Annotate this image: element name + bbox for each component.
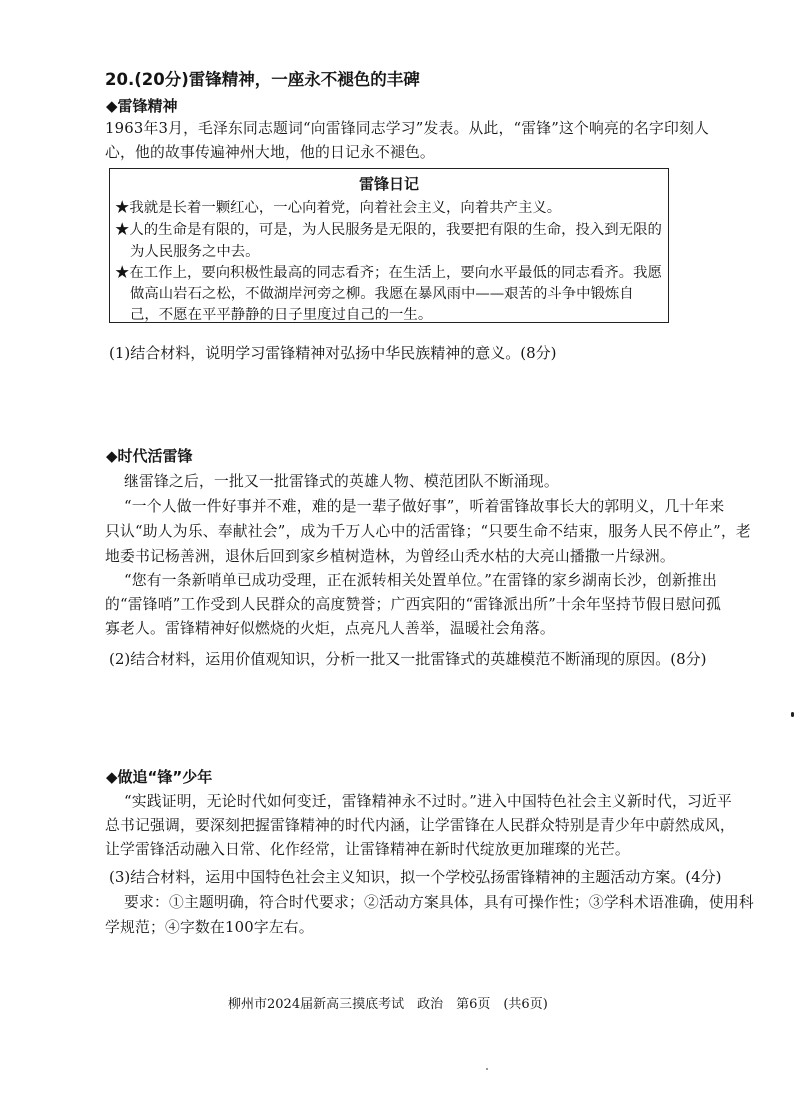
intro-line-2: 心，他的故事传遍神州大地，他的日记永不褪色。 xyxy=(105,144,435,161)
diary-line-1: ★我就是长着一颗红心，一心向着党，向着社会主义，向着共产主义。 xyxy=(115,200,562,216)
section-heading-living-lei-feng: ◆时代活雷锋 xyxy=(106,447,193,465)
section3-line-2: 总书记强调，要深刻把握雷锋精神的时代内涵，让学雷锋在人民群众特别是青少年中蔚然成风， xyxy=(105,817,735,834)
requirements-line-2: 学规范；④字数在100字左右。 xyxy=(105,919,314,936)
section2-line-6: 的“雷锋哨”工作受到人民群众的高度赞誉；广西宾阳的“雷锋派出所”十余年坚持节假日慰问孤 xyxy=(105,596,721,613)
diary-line-2: ★人的生命是有限的，可是，为人民服务是无限的，我要把有限的生命，投入到无限的 xyxy=(115,222,662,238)
question-title: 20.(20分)雷锋精神，一座永不褪色的丰碑 xyxy=(105,70,420,89)
diary-line-4: ★在工作上，要向积极性最高的同志看齐；在生活上，要向水平最低的同志看齐。我愿 xyxy=(115,265,662,281)
section-heading-youth: ◆做追“锋”少年 xyxy=(106,768,213,786)
diary-box xyxy=(109,168,669,323)
section-heading-lei-feng-spirit: ◆雷锋精神 xyxy=(106,97,178,115)
section3-line-1: “实践证明，无论时代如何变迁，雷锋精神永不过时。”进入中国特色社会主义新时代，习近平 xyxy=(124,793,733,810)
diary-title: 雷锋日记 xyxy=(358,175,419,193)
section2-line-2: “一个人做一件好事并不难，难的是一辈子做好事”，听着雷锋故事长大的郭明义，几十年来 xyxy=(124,498,725,515)
diary-line-5: 做高山岩石之松，不做湖岸河旁之柳。我愿在暴风雨中——艰苦的斗争中锻炼自 xyxy=(130,286,634,302)
diary-line-3: 为人民服务之中去。 xyxy=(130,244,260,260)
sub-question-1: (1)结合材料，说明学习雷锋精神对弘扬中华民族精神的意义。(8分) xyxy=(109,344,557,362)
section2-line-3: 只认“助人为乐、奉献社会”，成为千万人心中的活雷锋；“只要生命不结束，服务人民不停止”，老 xyxy=(105,523,751,540)
section2-line-4: 地委书记杨善洲，退休后回到家乡植树造林，为曾经山秃水枯的大亮山播撒一片绿洲。 xyxy=(105,548,675,565)
requirements-line-1: 要求：①主题明确，符合时代要求；②活动方案具体，具有可操作性；③学科术语准确，使用科 xyxy=(124,894,754,911)
page-footer: 柳州市2024届新高三摸底考试 政治 第6页 (共6页) xyxy=(228,997,548,1012)
diary-line-6: 己，不愿在平平静静的日子里度过自己的一生。 xyxy=(130,307,433,323)
scan-speck xyxy=(791,712,794,717)
section3-line-3: 让学雷锋活动融入日常、化作经常，让雷锋精神在新时代绽放更加璀璨的光芒。 xyxy=(105,841,630,858)
section2-line-1: 继雷锋之后，一批又一批雷锋式的英雄人物、模范团队不断涌现。 xyxy=(124,473,559,490)
intro-line-1: 1963年3月，毛泽东同志题词“向雷锋同志学习”发表。从此，“雷锋”这个响亮的名字印刻人 xyxy=(105,120,710,137)
sub-question-3: (3)结合材料，运用中国特色社会主义知识，拟一个学校弘扬雷锋精神的主题活动方案。(4分) xyxy=(109,868,722,886)
scan-speck-small xyxy=(486,1068,488,1070)
section2-line-7: 寡老人。雷锋精神好似燃烧的火炬，点亮凡人善举，温暖社会角落。 xyxy=(105,620,555,637)
sub-question-2: (2)结合材料，运用价值观知识，分析一批又一批雷锋式的英雄模范不断涌现的原因。(8分) xyxy=(109,650,707,668)
section2-line-5: “您有一条新哨单已成功受理，正在派转相关处置单位。”在雷锋的家乡湖南长沙，创新推出 xyxy=(124,572,718,589)
